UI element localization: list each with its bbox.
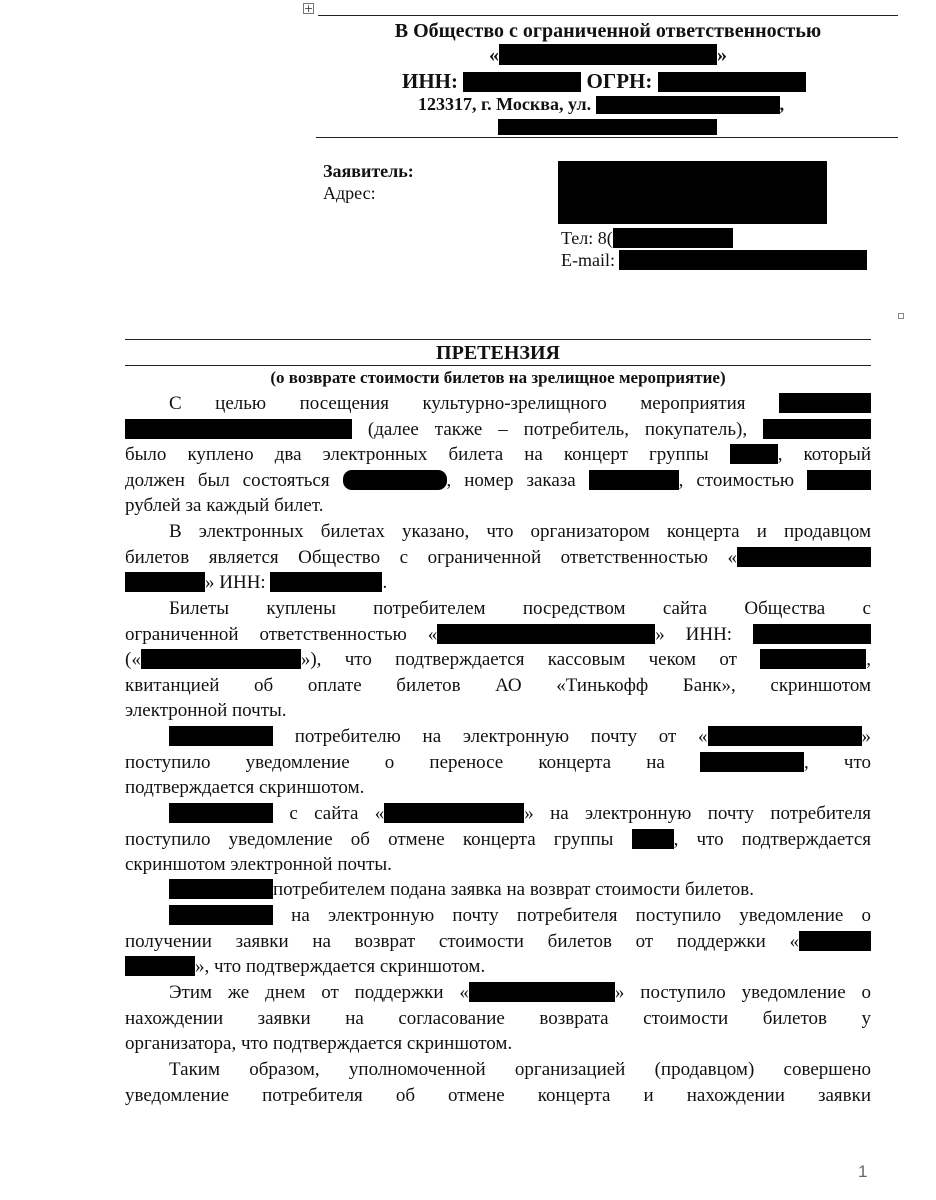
redacted-buyer-name [125, 419, 352, 439]
paragraph-1: С целью посещения культурно-зрелищного мероприятия (далее также – потребитель, покупатель), было куплено два электронных билета на концерт группы , который должен был состояться , номер заказа , стоимостью рублей за каждый билет. [125, 393, 871, 517]
redacted-support-name [799, 931, 871, 951]
table-move-handle-icon[interactable]: + [304, 2, 314, 15]
redacted-ogrn [658, 72, 806, 92]
redacted-date-2 [169, 803, 273, 823]
paragraph-5: с сайта « » на электронную почту потребителя поступило уведомление об отмене концерта группы , что подтверждается скриншотом электронной почты. [125, 803, 872, 876]
redacted-order-number [589, 470, 679, 490]
redacted-price [807, 470, 871, 490]
redacted-new-date [700, 752, 804, 772]
redacted-street [596, 96, 780, 114]
page-number: 1 [858, 1162, 868, 1181]
redacted-support-name-end [125, 956, 195, 976]
redacted-email [619, 250, 867, 270]
document-subtitle: (о возврате стоимости билетов на зрелищное мероприятие) [270, 368, 726, 387]
redacted-receipt-date [760, 649, 866, 669]
redacted-band-name [730, 444, 778, 464]
redacted-address-tail [498, 119, 717, 135]
redacted-purchase-date [763, 419, 871, 439]
redacted-phone [613, 228, 733, 248]
redacted-support-name-2 [469, 982, 615, 1002]
redacted-seller-site [141, 649, 301, 669]
redacted-seller-inn [753, 624, 871, 644]
table-resize-handle-icon[interactable] [898, 313, 904, 319]
redacted-site-2 [384, 803, 524, 823]
title-bottom-rule [125, 365, 871, 366]
applicant-email: E-mail: [561, 250, 867, 271]
paragraph-7: на электронную почту потребителя поступило уведомление о получении заявки на возврат стоимости билетов от поддержки « », что подтверждается скриншотом. [125, 905, 871, 978]
redacted-organizer-name [737, 547, 871, 567]
redacted-concert-date [343, 470, 447, 490]
paragraph-2: В электронных билетах указано, что организатором концерта и продавцом билетов является Общество с ограниченной ответственностью « » ИНН: . [125, 521, 871, 594]
document-title: ПРЕТЕНЗИЯ [436, 342, 560, 364]
recipient-address: 123317, г. Москва, ул. , [418, 94, 785, 114]
header-bottom-rule [316, 137, 898, 138]
redacted-sender-1 [708, 726, 862, 746]
redacted-applicant-name-address [558, 161, 827, 224]
applicant-phone: Тел: 8( [561, 228, 733, 249]
redacted-date-3 [169, 879, 273, 899]
redacted-organizer-name-end [125, 572, 205, 592]
header-top-rule [318, 15, 898, 16]
recipient-company-name: « » [489, 44, 727, 66]
redacted-date-1 [169, 726, 273, 746]
paragraph-3: Билеты куплены потребителем посредством сайта Общества с ограниченной ответственностью « » ИНН: (« »), что подтверждается кассовым чеком от , квитанцией об оплате билетов АО «Тинькофф Банк», скриншотом электронной почты. [125, 598, 871, 722]
recipient-registration: ИНН: ОГРН: [402, 69, 806, 94]
paragraph-8: Этим же днем от поддержки « » поступило уведомление о нахождении заявки на согласование возврата стоимости билетов у организатора, что подтверждается скриншотом. [125, 982, 872, 1055]
redacted-date-4 [169, 905, 273, 925]
redacted-seller-name [437, 624, 655, 644]
recipient-line1: В Общество с ограниченной ответственностью [394, 20, 822, 42]
applicant-address-label: Адрес: [323, 183, 376, 203]
redacted-inn [463, 72, 581, 92]
paragraph-4: потребителю на электронную почту от « » поступило уведомление о переносе концерта на , что подтверждается скриншотом. [125, 726, 872, 799]
redacted-company-name [499, 44, 717, 65]
applicant-label: Заявитель: [323, 161, 414, 181]
redacted-band-name-2 [632, 829, 674, 849]
paragraph-9: Таким образом, уполномоченной организацией (продавцом) совершено уведомление потребителя об отмене концерта и нахождении заявки [125, 1059, 871, 1106]
redacted-organizer-inn [270, 572, 382, 592]
title-top-rule [125, 339, 871, 340]
paragraph-6: потребителем подана заявка на возврат стоимости билетов. [125, 877, 871, 903]
redacted-event [779, 393, 871, 413]
